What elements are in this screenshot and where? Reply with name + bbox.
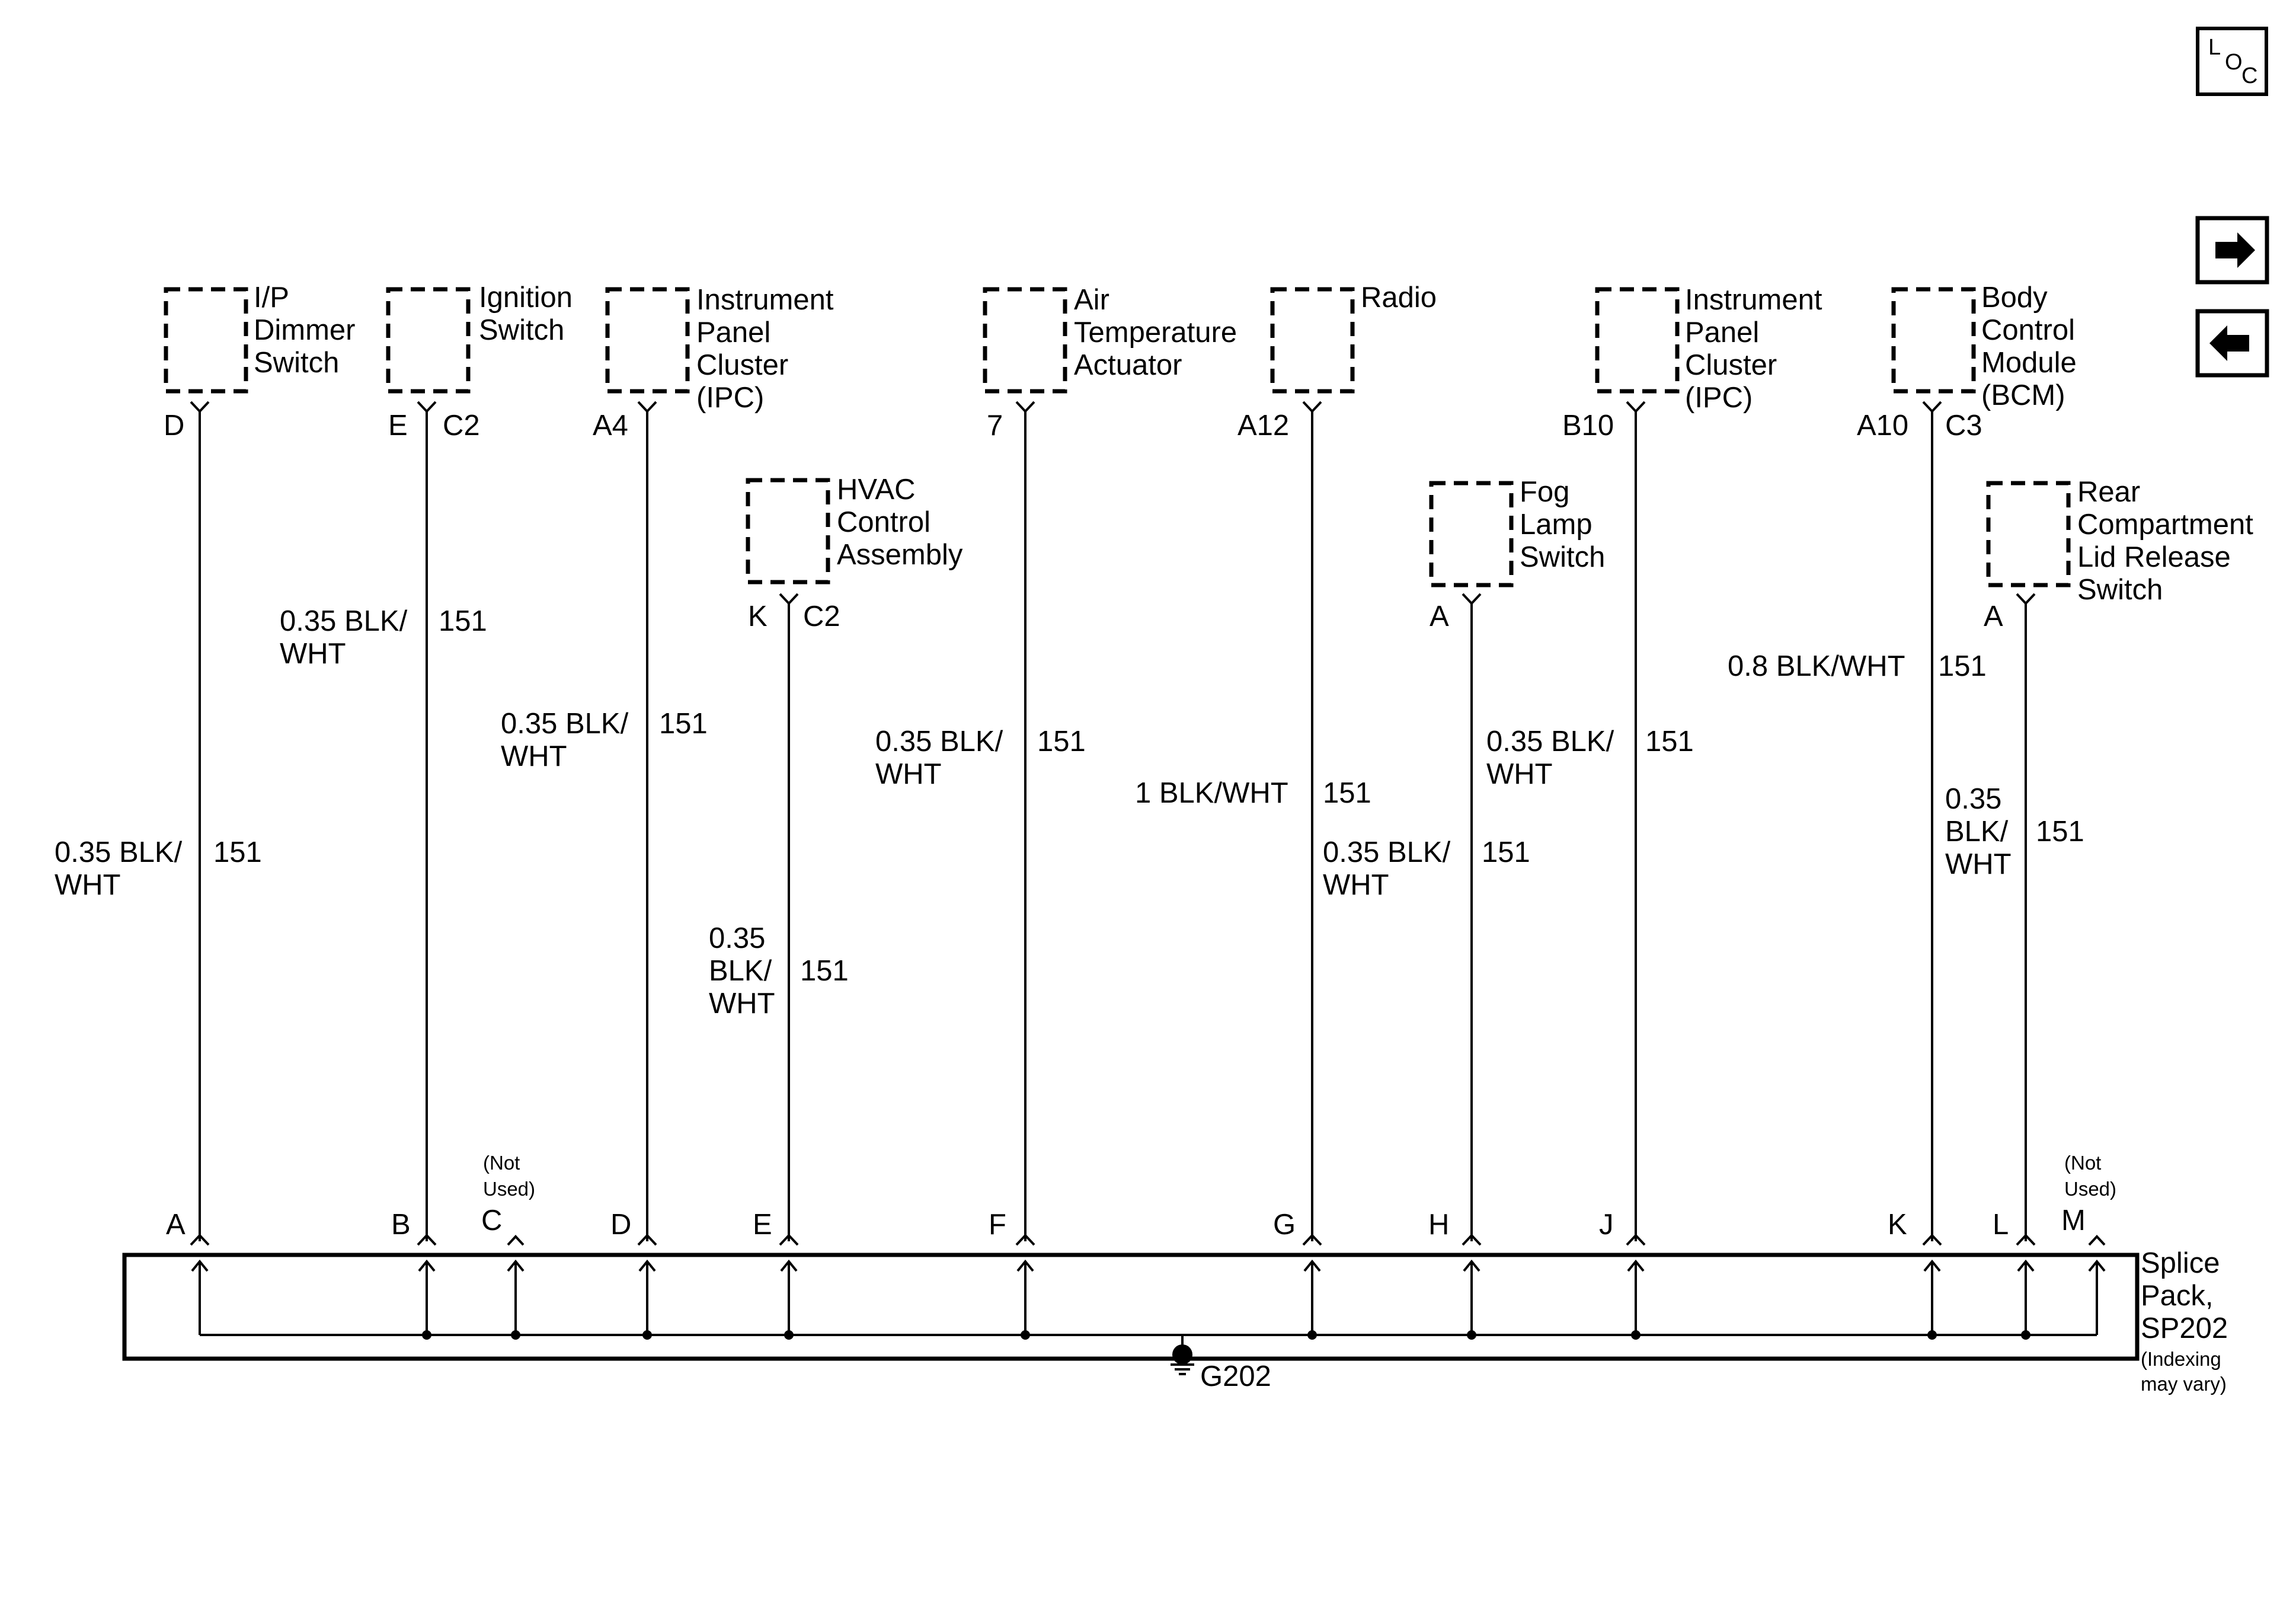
svg-text:Panel: Panel: [696, 317, 771, 349]
svg-text:Lamp: Lamp: [1520, 509, 1593, 541]
svg-text:C: C: [481, 1205, 503, 1237]
svg-text:L: L: [1993, 1209, 2009, 1241]
svg-text:Actuator: Actuator: [1074, 349, 1182, 381]
svg-text:BLK/: BLK/: [1945, 816, 2009, 848]
svg-text:(IPC): (IPC): [696, 382, 765, 414]
component-ignition-switch: [388, 282, 573, 391]
svg-text:C3: C3: [1945, 410, 1982, 442]
component-rear-compartment-lid-release-switch: [1988, 476, 2253, 606]
svg-text:F: F: [989, 1209, 1006, 1241]
loc-icon[interactable]: [2198, 28, 2266, 94]
not-used-note-c: [483, 1152, 535, 1200]
splice-pack-label: [2141, 1247, 2228, 1395]
svg-text:SP202: SP202: [2141, 1312, 2228, 1344]
svg-text:A: A: [1430, 600, 1449, 632]
svg-text:Fog: Fog: [1520, 476, 1570, 508]
svg-text:A: A: [1984, 600, 2003, 632]
svg-text:Used): Used): [483, 1178, 536, 1200]
splice-pack: [124, 1255, 2137, 1359]
svg-text:B10: B10: [1562, 410, 1614, 442]
svg-text:151: 151: [1645, 726, 1694, 758]
svg-text:O: O: [2225, 50, 2243, 75]
splice-pin-labels: [166, 1205, 2086, 1241]
svg-text:Panel: Panel: [1685, 317, 1760, 349]
not-used-note-m: [2064, 1152, 2116, 1200]
svg-text:Pack,: Pack,: [2141, 1280, 2214, 1312]
svg-text:WHT: WHT: [875, 758, 942, 790]
svg-text:Cluster: Cluster: [1685, 349, 1777, 381]
wire-label-8: [1486, 726, 1694, 790]
svg-text:C: C: [2241, 63, 2258, 88]
arrow-right-icon[interactable]: [2198, 218, 2267, 282]
component-ip-dimmer-switch: [166, 282, 355, 391]
component-body-control-module: [1894, 282, 2077, 411]
svg-text:1 BLK/WHT: 1 BLK/WHT: [1135, 777, 1288, 809]
svg-text:0.35 BLK/: 0.35 BLK/: [501, 708, 629, 740]
svg-text:A10: A10: [1857, 410, 1909, 442]
wire-label-1: [55, 836, 262, 901]
svg-text:L: L: [2208, 35, 2221, 60]
svg-text:Radio: Radio: [1361, 282, 1437, 314]
wire-label-3: [501, 708, 708, 772]
svg-text:0.35 BLK/: 0.35 BLK/: [280, 605, 408, 637]
svg-text:0.35 BLK/: 0.35 BLK/: [1486, 726, 1614, 758]
svg-text:I/P: I/P: [254, 282, 289, 314]
svg-text:WHT: WHT: [280, 638, 346, 670]
component-pin-labels: [164, 410, 2003, 632]
svg-text:J: J: [1599, 1209, 1614, 1241]
svg-text:WHT: WHT: [1486, 758, 1553, 790]
svg-text:Cluster: Cluster: [696, 349, 789, 381]
svg-text:Splice: Splice: [2141, 1247, 2220, 1279]
svg-text:(Not: (Not: [2064, 1152, 2102, 1174]
svg-text:Instrument: Instrument: [696, 284, 834, 316]
splice-connectors: [191, 1235, 2105, 1245]
svg-text:Rear: Rear: [2077, 476, 2141, 508]
svg-text:Assembly: Assembly: [837, 539, 963, 571]
svg-text:K: K: [748, 600, 768, 632]
svg-text:A12: A12: [1237, 410, 1290, 442]
svg-text:(Not: (Not: [483, 1152, 520, 1174]
svg-text:151: 151: [659, 708, 708, 740]
svg-text:Dimmer: Dimmer: [254, 314, 356, 346]
component-air-temperature-actuator: [985, 284, 1237, 391]
svg-text:A: A: [166, 1209, 186, 1241]
svg-text:WHT: WHT: [1945, 848, 2012, 880]
svg-text:Control: Control: [1981, 314, 2075, 346]
wire-label-9: [1728, 650, 1987, 682]
svg-text:K: K: [1888, 1209, 1907, 1241]
svg-text:(BCM): (BCM): [1981, 379, 2065, 411]
svg-text:0.35 BLK/: 0.35 BLK/: [55, 836, 183, 868]
component-hvac-control-assembly: [748, 474, 963, 582]
svg-text:E: E: [753, 1209, 772, 1241]
svg-text:G202: G202: [1200, 1360, 1271, 1392]
arrow-left-icon[interactable]: [2198, 311, 2267, 375]
svg-text:HVAC: HVAC: [837, 474, 916, 506]
svg-text:E: E: [388, 410, 408, 442]
svg-text:151: 151: [1938, 650, 1987, 682]
svg-text:BLK/: BLK/: [709, 955, 772, 987]
svg-text:WHT: WHT: [55, 869, 121, 901]
svg-text:(IPC): (IPC): [1685, 382, 1753, 414]
svg-text:C2: C2: [443, 410, 480, 442]
svg-text:Used): Used): [2064, 1178, 2117, 1200]
svg-text:7: 7: [987, 410, 1003, 442]
svg-text:Temperature: Temperature: [1074, 317, 1237, 349]
component-fog-lamp-switch: [1431, 476, 1605, 585]
svg-text:Module: Module: [1981, 347, 2077, 379]
svg-text:0.35: 0.35: [1945, 783, 2002, 815]
svg-text:0.35: 0.35: [709, 922, 766, 954]
svg-text:(Indexing: (Indexing: [2141, 1348, 2221, 1370]
svg-text:0.35 BLK/: 0.35 BLK/: [875, 726, 1003, 758]
component-instrument-panel-cluster-2: [1597, 284, 1822, 414]
svg-text:0.35 BLK/: 0.35 BLK/: [1323, 836, 1451, 868]
svg-text:D: D: [164, 410, 185, 442]
svg-text:G: G: [1273, 1209, 1296, 1241]
svg-text:Instrument: Instrument: [1685, 284, 1822, 316]
wire-label-4: [709, 922, 849, 1020]
svg-text:may vary): may vary): [2141, 1373, 2227, 1395]
svg-text:WHT: WHT: [1323, 869, 1389, 901]
svg-text:151: 151: [213, 836, 262, 868]
svg-text:151: 151: [1482, 836, 1530, 868]
wire-label-2: [280, 605, 487, 670]
svg-text:151: 151: [1037, 726, 1086, 758]
svg-text:B: B: [391, 1209, 411, 1241]
component-radio: [1272, 282, 1437, 391]
svg-text:A4: A4: [593, 410, 628, 442]
svg-text:Switch: Switch: [1520, 541, 1606, 573]
svg-text:Lid Release: Lid Release: [2077, 541, 2231, 573]
svg-text:M: M: [2061, 1205, 2086, 1237]
wires: [200, 411, 2026, 1241]
svg-text:Switch: Switch: [254, 347, 340, 379]
component-instrument-panel-cluster-1: [607, 284, 834, 414]
wire-label-5: [875, 726, 1086, 790]
svg-text:Control: Control: [837, 506, 930, 538]
svg-text:WHT: WHT: [501, 740, 567, 772]
svg-text:151: 151: [800, 955, 849, 987]
svg-text:151: 151: [439, 605, 487, 637]
svg-text:Air: Air: [1074, 284, 1109, 316]
svg-text:0.8 BLK/WHT: 0.8 BLK/WHT: [1728, 650, 1905, 682]
wire-label-7: [1323, 836, 1530, 901]
svg-text:H: H: [1428, 1209, 1450, 1241]
svg-text:151: 151: [2036, 816, 2084, 848]
svg-text:Ignition: Ignition: [479, 282, 573, 314]
svg-text:Switch: Switch: [479, 314, 565, 346]
svg-text:Switch: Switch: [2077, 574, 2163, 606]
svg-text:Body: Body: [1981, 282, 2048, 314]
wire-label-10: [1945, 783, 2084, 880]
svg-text:D: D: [610, 1209, 632, 1241]
svg-text:C2: C2: [803, 600, 840, 632]
svg-text:Compartment: Compartment: [2077, 509, 2253, 541]
svg-text:151: 151: [1323, 777, 1371, 809]
svg-text:WHT: WHT: [709, 988, 775, 1020]
wire-label-6: [1135, 777, 1371, 809]
